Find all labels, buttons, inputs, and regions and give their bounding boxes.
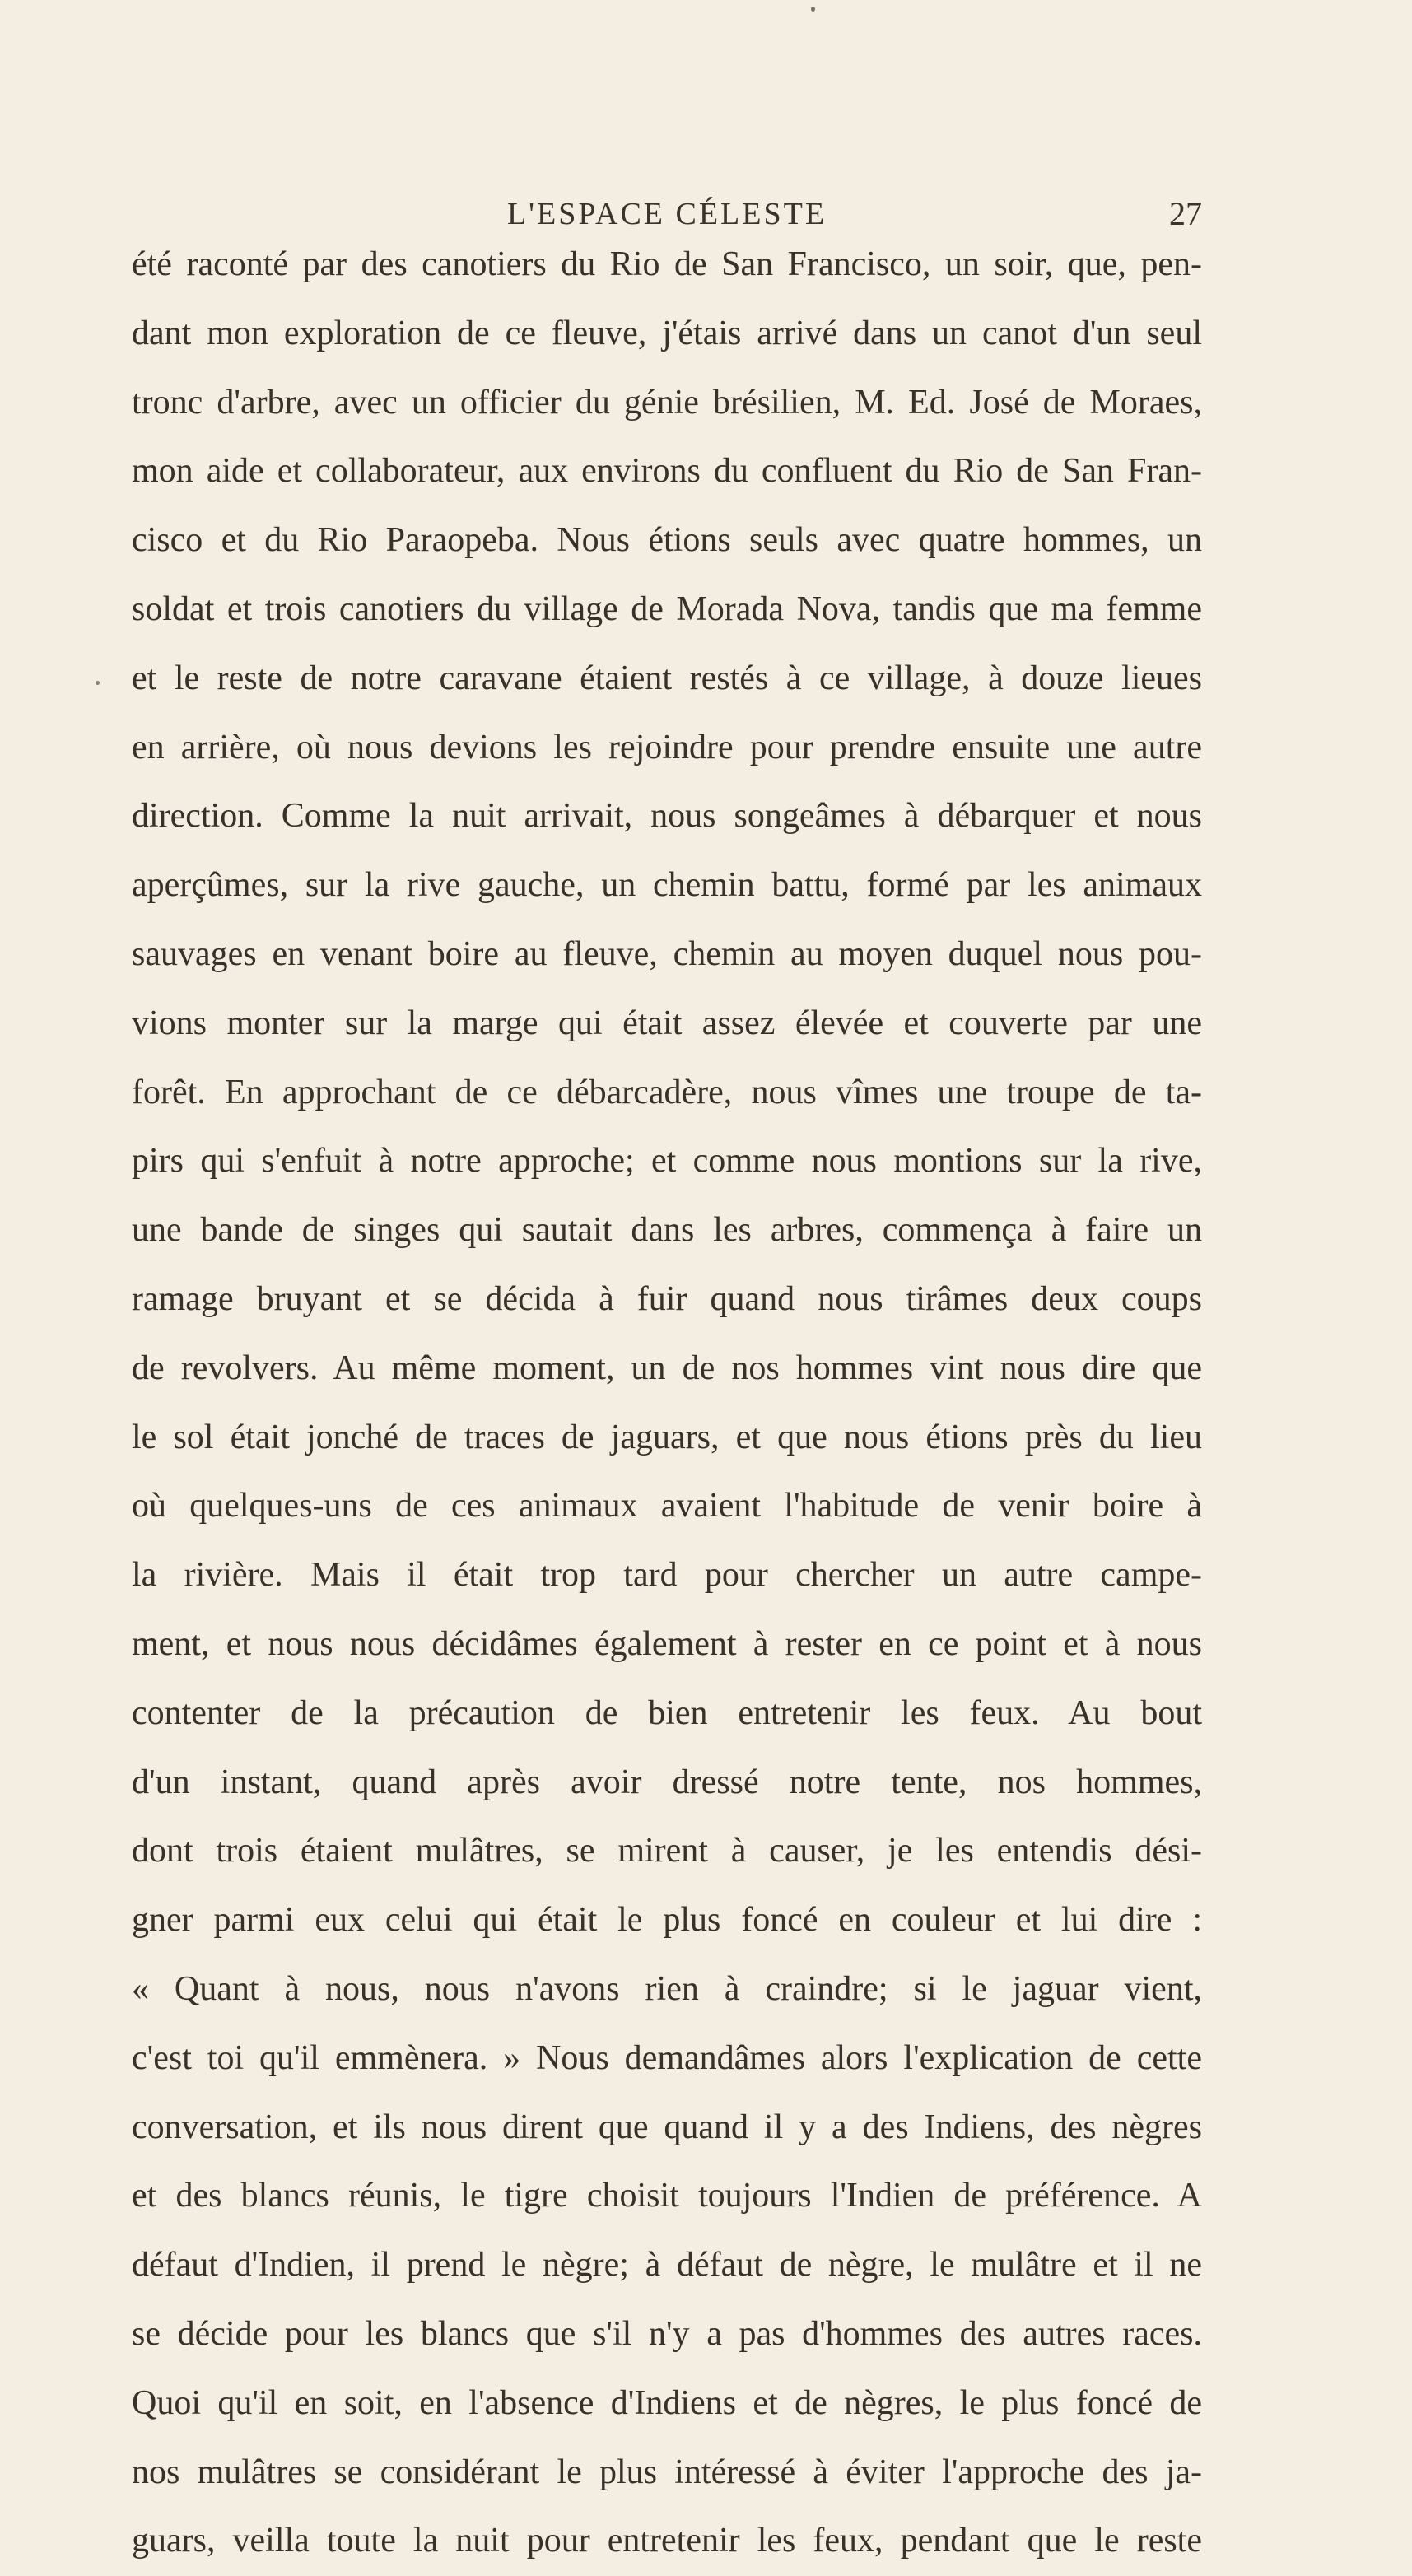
text-line: dont trois étaient mulâtres, se mirent à causer, je les entendis dési- [132, 1832, 1202, 1870]
text-line: ment, et nous nous décidâmes également à rester en ce point et à nous [132, 1624, 1202, 1663]
text-line: c'est toi qu'il emmènera. » Nous demandâmes alors l'explication de cette [132, 2038, 1202, 2077]
text-line: été raconté par des canotiers du Rio de San Francisco, un soir, que, pen- [132, 245, 1202, 283]
ink-speck [811, 7, 815, 12]
text-line: nos mulâtres se considérant le plus intéressé à éviter l'approche des ja- [132, 2453, 1202, 2491]
text-line: d'un instant, quand après avoir dressé notre tente, nos hommes, [132, 1763, 1202, 1801]
text-line: la rivière. Mais il était trop tard pour chercher un autre campe- [132, 1556, 1202, 1595]
text-line: dant mon exploration de ce fleuve, j'étais arrivé dans un canot d'un seul [132, 314, 1202, 352]
text-line: une bande de singes qui sautait dans les arbres, commença à faire un [132, 1211, 1202, 1250]
text-line: et des blancs réunis, le tigre choisit toujours l'Indien de préférence. A [132, 2177, 1202, 2215]
text-line: ramage bruyant et se décida à fuir quand nous tirâmes deux coups [132, 1279, 1202, 1318]
text-line: défaut d'Indien, il prend le nègre; à défaut de nègre, le mulâtre et il ne [132, 2246, 1202, 2285]
text-line: conversation, et ils nous dirent que quand il y a des Indiens, des nègres [132, 2108, 1202, 2146]
text-line: et le reste de notre caravane étaient restés à ce village, à douze lieues [132, 659, 1202, 697]
text-line: contenter de la précaution de bien entretenir les feux. Au bout [132, 1693, 1202, 1732]
text-line: cisco et du Rio Paraopeba. Nous étions seuls avec quatre hommes, un [132, 521, 1202, 560]
text-line: le sol était jonché de traces de jaguars, et que nous étions près du lieu [132, 1418, 1202, 1456]
text-line: soldat et trois canotiers du village de Morada Nova, tandis que ma femme [132, 589, 1202, 628]
text-line: sauvages en venant boire au fleuve, chemin au moyen duquel nous pou- [132, 934, 1202, 973]
page-number: 27 [1169, 195, 1202, 232]
text-line: en arrière, où nous devions les rejoindre pour prendre ensuite une autre [132, 728, 1202, 766]
text-line: « Quant à nous, nous n'avons rien à craindre; si le jaguar vient, [132, 1969, 1202, 2008]
text-line: guars, veilla toute la nuit pour entretenir les feux, pendant que le reste [132, 2522, 1202, 2560]
text-line: tronc d'arbre, avec un officier du génie brésilien, M. Ed. José de Moraes, [132, 383, 1202, 422]
text-line: se décide pour les blancs que s'il n'y a pas d'hommes des autres races. [132, 2314, 1202, 2353]
margin-mark [96, 681, 100, 685]
text-line: vions monter sur la marge qui était assez élevée et couverte par une [132, 1004, 1202, 1042]
text-line: forêt. En approchant de ce débarcadère, nous vîmes une troupe de ta- [132, 1073, 1202, 1111]
text-line: mon aide et collaborateur, aux environs du confluent du Rio de San Fran- [132, 452, 1202, 491]
running-title: L'ESPACE CÉLESTE [506, 197, 827, 231]
text-line: Quoi qu'il en soit, en l'absence d'Indiens et de nègres, le plus foncé de [132, 2383, 1202, 2422]
body-text [132, 231, 1202, 2576]
text-line: pirs qui s'enfuit à notre approche; et comme nous montions sur la rive, [132, 1142, 1202, 1181]
text-line: direction. Comme la nuit arrivait, nous songeâmes à débarquer et nous [132, 797, 1202, 836]
text-line: aperçûmes, sur la rive gauche, un chemin battu, formé par les animaux [132, 866, 1202, 905]
text-line: de revolvers. Au même moment, un de nos hommes vint nous dire que [132, 1349, 1202, 1387]
text-line: gner parmi eux celui qui était le plus foncé en couleur et lui dire : [132, 1901, 1202, 1940]
text-line: où quelques-uns de ces animaux avaient l'habitude de venir boire à [132, 1487, 1202, 1526]
